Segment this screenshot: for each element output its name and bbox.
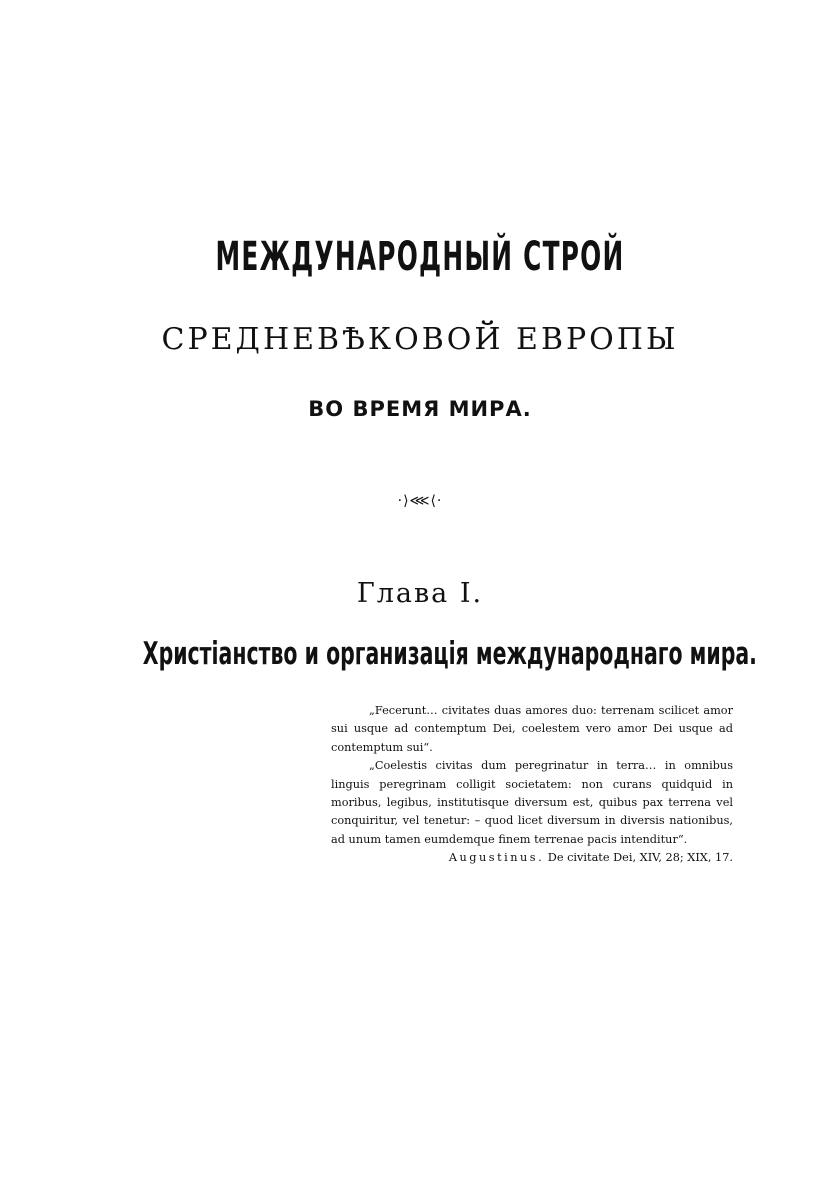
chapter-label: Глава I. xyxy=(356,578,484,609)
chapter-title: Христіанство и организація международнаго мира. xyxy=(142,636,757,672)
epigraph-paragraph-2: „Coelestis civitas dum peregrinatur in terra… in omnibus linguis peregrinam colligit societatem: non curans quidquid in moribus, legibus, institutisque diversum est, quibus pax terrena vel conquiritur, vel tenetur: – quod licet diversum in diversis nationibus, ad unum tamen eumdemque finem terrenae pacis intenditur“. xyxy=(331,759,733,846)
epigraph-paragraph-1: „Fecerunt… civitates duas amores duo: terrenam scilicet amor sui usque ad contemptum Dei, coelestem vero amor Dei usque ad contemptum sui“. xyxy=(331,704,733,754)
subtitle: СРЕДНЕВѢКОВОЙ ЕВРОПЫ xyxy=(161,322,679,357)
ornament-divider: ·⟩⋘⟨· xyxy=(397,493,443,509)
epigraph xyxy=(331,702,733,868)
third-title: ВО ВРЕМЯ МИРА. xyxy=(308,397,532,421)
epigraph-attribution xyxy=(331,849,733,867)
main-title: МЕЖДУНАРОДНЫЙ СТРОЙ xyxy=(215,234,625,280)
attribution-author: Augustinus. xyxy=(448,851,545,865)
attribution-source: De civitate Dei, XIV, 28; XIX, 17. xyxy=(547,851,733,865)
